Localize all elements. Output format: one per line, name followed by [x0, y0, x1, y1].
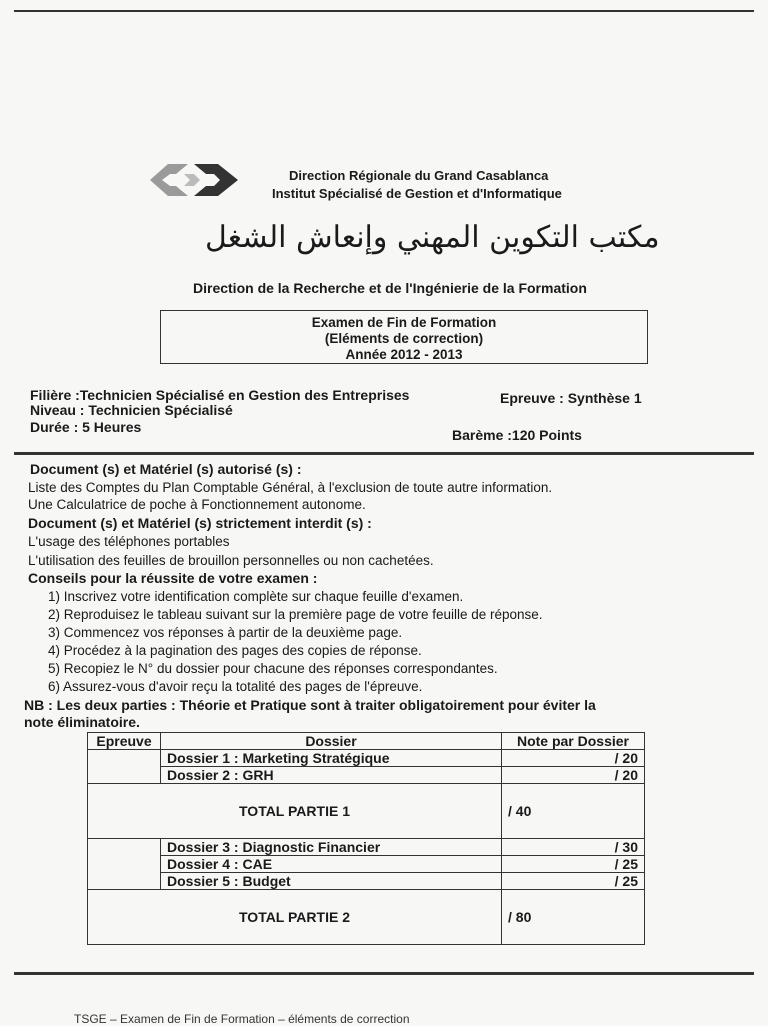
docs-autorises-line2: Une Calculatrice de poche à Fonctionnement autonome.	[28, 497, 366, 512]
table-row	[88, 767, 645, 784]
institute-title: Institut Spécialisé de Gestion et d'Informatique	[272, 186, 562, 201]
nb-line1: NB : Les deux parties : Théorie et Pratique sont à traiter obligatoirement pour éviter la	[24, 697, 596, 713]
exam-year: Année 2012 - 2013	[345, 347, 463, 362]
exam-title: Examen de Fin de Formation	[311, 315, 497, 330]
epreuve: Epreuve : Synthèse 1	[500, 390, 642, 406]
note-cell: / 20	[502, 750, 645, 767]
exam-subtitle: (Eléments de correction)	[324, 331, 484, 346]
total-note-2: / 80	[502, 890, 645, 945]
total-partie-2: TOTAL PARTIE 2	[88, 890, 502, 945]
header-note: Note par Dossier	[502, 733, 645, 750]
bareme: Barème :120 Points	[452, 427, 582, 443]
note-cell: / 25	[502, 856, 645, 873]
epreuve-cell	[88, 839, 161, 890]
filiere: Filière :Technicien Spécialisé en Gestion des Entreprises	[30, 387, 410, 403]
conseil-item: 4) Procédez à la pagination des pages des copies de réponse.	[48, 643, 422, 658]
table-row	[88, 890, 645, 945]
dossier-cell: Dossier 1 : Marketing Stratégique	[161, 750, 502, 767]
conseil-item: 5) Recopiez le N° du dossier pour chacune des réponses correspondantes.	[48, 661, 498, 676]
conseil-item: 1) Inscrivez votre identification complète sur chaque feuille d'examen.	[48, 589, 464, 604]
direction-title: Direction de la Recherche et de l'Ingénierie de la Formation	[193, 280, 587, 296]
duree: Durée : 5 Heures	[30, 419, 142, 435]
dossier-cell: Dossier 4 : CAE	[161, 856, 502, 873]
docs-autorises-title: Document (s) et Matériel (s) autorisé (s) :	[30, 461, 302, 477]
table-header-row	[88, 733, 645, 750]
dossier-cell: Dossier 3 : Diagnostic Financier	[161, 839, 502, 856]
top-rule	[14, 10, 754, 12]
section-rule	[14, 452, 754, 455]
dossier-cell: Dossier 5 : Budget	[161, 873, 502, 890]
conseil-item: 6) Assurez-vous d'avoir reçu la totalité des pages de l'épreuve.	[48, 679, 423, 694]
note-cell: / 25	[502, 873, 645, 890]
table-row	[88, 839, 645, 856]
header-epreuve: Epreuve	[88, 733, 161, 750]
docs-interdits-line2: L'utilisation des feuilles de brouillon personnelles ou non cachetées.	[28, 553, 434, 568]
conseil-item: 2) Reproduisez le tableau suivant sur la première page de votre feuille de réponse.	[48, 607, 543, 622]
epreuve-cell	[88, 750, 161, 784]
total-note-1: / 40	[502, 784, 645, 839]
note-cell: / 20	[502, 767, 645, 784]
region-title: Direction Régionale du Grand Casablanca	[289, 168, 549, 183]
docs-interdits-line1: L'usage des téléphones portables	[28, 534, 230, 549]
niveau: Niveau : Technicien Spécialisé	[30, 402, 233, 418]
exam-title-box	[160, 310, 648, 364]
dossier-cell: Dossier 2 : GRH	[161, 767, 502, 784]
page-footer: TSGE – Examen de Fin de Formation – éléments de correction	[74, 1012, 410, 1026]
conseils-title: Conseils pour la réussite de votre examen :	[28, 570, 318, 586]
marks-table	[87, 732, 645, 945]
table-row	[88, 784, 645, 839]
arabic-title: مكتب التكوين المهني وإنعاش الشغل	[205, 220, 660, 255]
table-row	[88, 750, 645, 767]
docs-autorises-line1: Liste des Comptes du Plan Comptable Général, à l'exclusion de toute autre information.	[28, 480, 553, 495]
total-partie-1: TOTAL PARTIE 1	[88, 784, 502, 839]
institution-logo	[148, 160, 268, 200]
note-cell: / 30	[502, 839, 645, 856]
table-row	[88, 873, 645, 890]
header-dossier: Dossier	[161, 733, 502, 750]
table-row	[88, 856, 645, 873]
conseil-item: 3) Commencez vos réponses à partir de la deuxième page.	[48, 625, 403, 640]
docs-interdits-title: Document (s) et Matériel (s) strictement interdit (s) :	[28, 515, 372, 531]
bottom-rule	[14, 972, 754, 975]
nb-line2: note éliminatoire.	[24, 714, 140, 730]
